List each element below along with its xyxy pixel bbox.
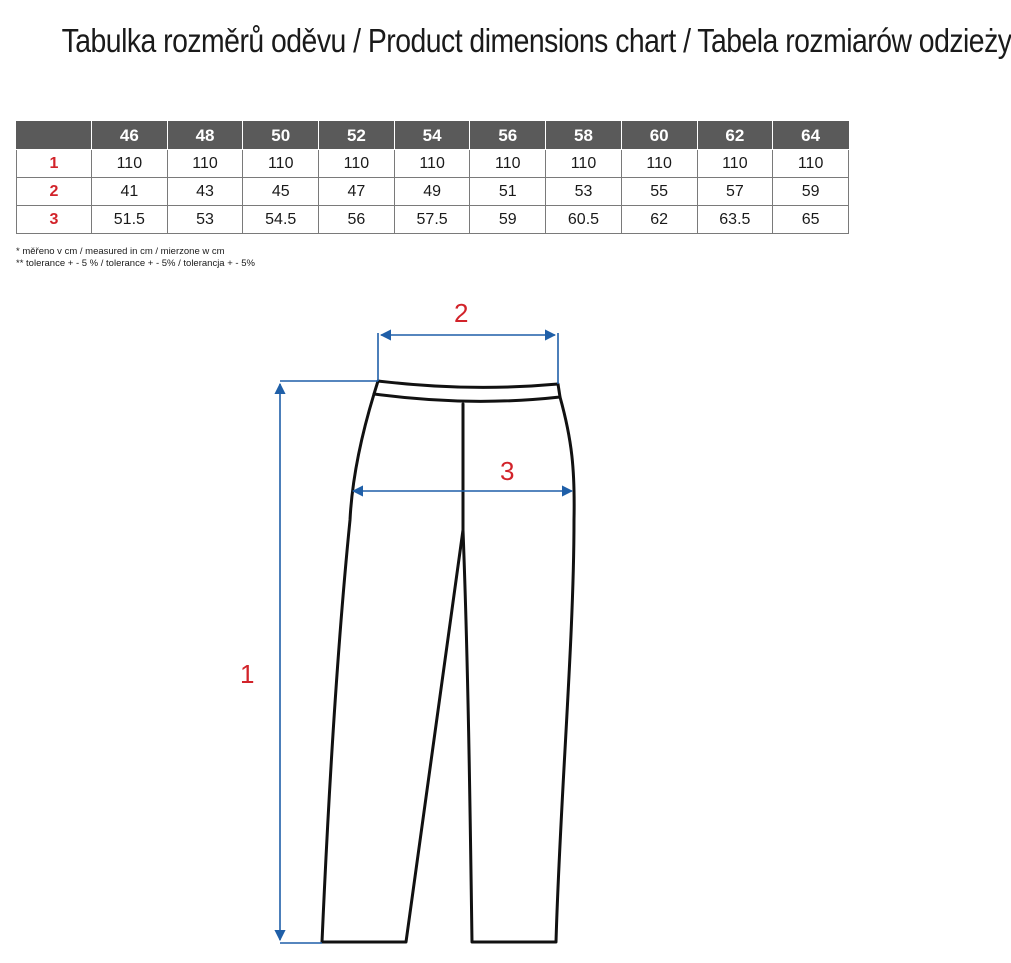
- tolerance-note: ** tolerance + - 5 % / tolerance + - 5% / tolerancja + - 5%: [16, 258, 255, 269]
- size-header-row: [17, 122, 849, 150]
- size-header: 52: [319, 122, 395, 150]
- size-header: 60: [621, 122, 697, 150]
- measured-note: * měřeno v cm / measured in cm / mierzone w cm: [16, 246, 225, 257]
- size-header: 56: [470, 122, 546, 150]
- table-cell: 62: [621, 206, 697, 234]
- table-cell: 110: [92, 150, 168, 178]
- size-header: 48: [167, 122, 243, 150]
- table-row: [17, 178, 849, 206]
- table-cell: 55: [621, 178, 697, 206]
- table-cell: 110: [546, 150, 622, 178]
- row-label: 2: [17, 178, 92, 206]
- table-cell: 110: [394, 150, 470, 178]
- table-cell: 59: [773, 178, 849, 206]
- table-cell: 110: [773, 150, 849, 178]
- table-cell: 110: [167, 150, 243, 178]
- table-cell: 51: [470, 178, 546, 206]
- table-cell: 110: [697, 150, 773, 178]
- size-header: 58: [546, 122, 622, 150]
- waistband: [374, 381, 560, 401]
- dimension-length: [280, 381, 378, 943]
- length-label: 1: [240, 659, 255, 689]
- table-cell: 41: [92, 178, 168, 206]
- left-leg-outer: [322, 394, 463, 942]
- table-cell: 65: [773, 206, 849, 234]
- table-cell: 110: [470, 150, 546, 178]
- table-cell: 110: [319, 150, 395, 178]
- row-label: 3: [17, 206, 92, 234]
- table-cell: 53: [546, 178, 622, 206]
- table-cell: 57.5: [394, 206, 470, 234]
- right-leg-outer: [463, 397, 574, 942]
- table-cell: 53: [167, 206, 243, 234]
- table-cell: 110: [621, 150, 697, 178]
- corner-cell: [17, 122, 92, 150]
- size-header: 50: [243, 122, 319, 150]
- table-cell: 60.5: [546, 206, 622, 234]
- table-cell: 43: [167, 178, 243, 206]
- trousers-outline: [322, 381, 574, 942]
- dimension-waist: [378, 333, 558, 384]
- size-table: [16, 121, 849, 234]
- table-cell: 110: [243, 150, 319, 178]
- table-notes: [16, 246, 255, 270]
- table-row: [17, 150, 849, 178]
- table-cell: 49: [394, 178, 470, 206]
- size-header: 54: [394, 122, 470, 150]
- table-cell: 47: [319, 178, 395, 206]
- size-header: 62: [697, 122, 773, 150]
- row-label: 1: [17, 150, 92, 178]
- waist-label: 2: [454, 298, 469, 328]
- table-cell: 51.5: [92, 206, 168, 234]
- table-cell: 59: [470, 206, 546, 234]
- table-cell: 56: [319, 206, 395, 234]
- size-header: 64: [773, 122, 849, 150]
- table-cell: 45: [243, 178, 319, 206]
- table-cell: 63.5: [697, 206, 773, 234]
- table-cell: 57: [697, 178, 773, 206]
- page-title: Tabulka rozměrů oděvu / Product dimensions chart / Tabela rozmiarów odzieży: [61, 22, 1011, 59]
- trousers-diagram: [0, 290, 880, 960]
- table-row: [17, 206, 849, 234]
- size-header: 46: [92, 122, 168, 150]
- hip-label: 3: [500, 456, 515, 486]
- table-cell: 54.5: [243, 206, 319, 234]
